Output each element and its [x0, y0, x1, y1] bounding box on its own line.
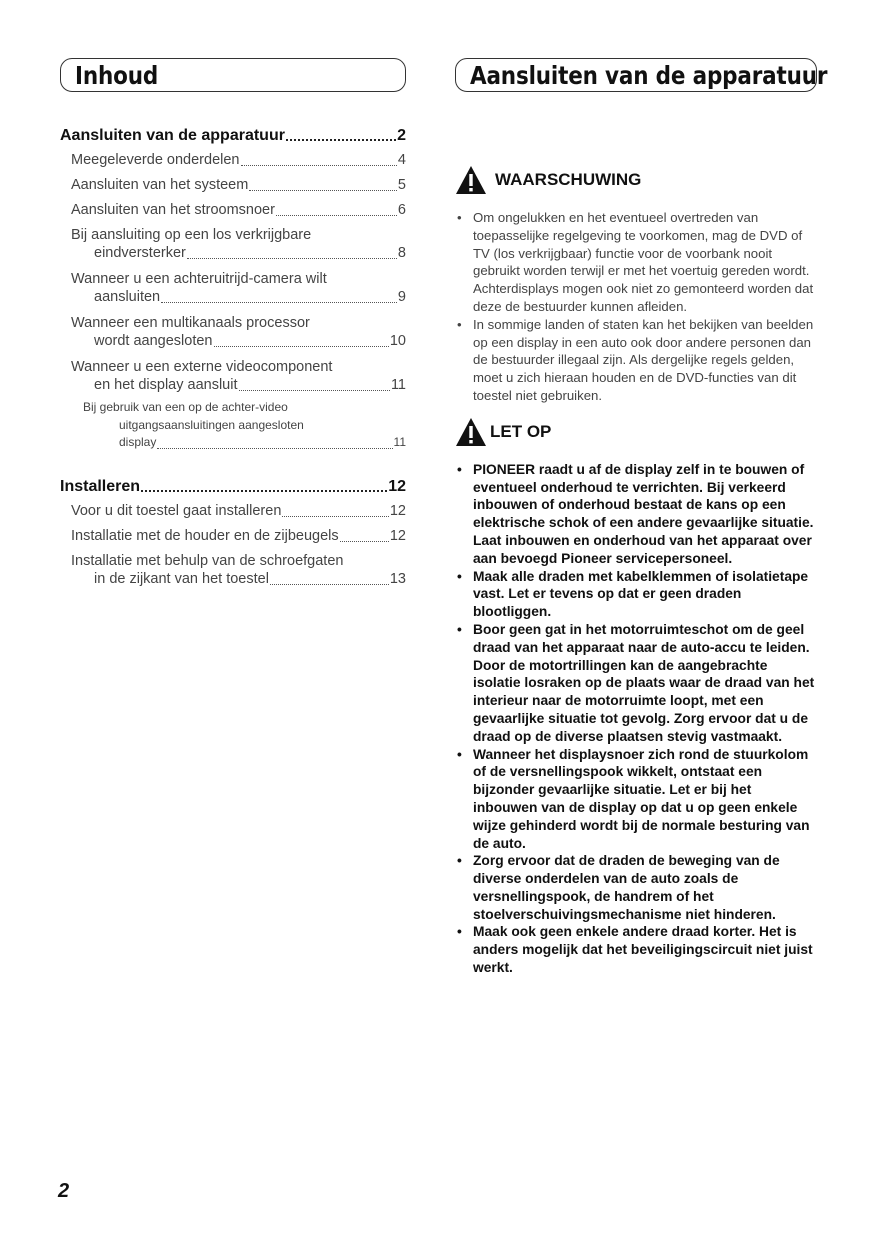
caution-heading [455, 417, 817, 447]
dot-leader [241, 164, 397, 166]
warning-item: • Om ongelukken en het eventueel overtreden van toepasselijke regelgeving te voorkomen, mag de DVD of TV (los verkrijgbaar) functie voor de voorbank nooit gebruikt worden terwijl er met het voertuig gereden wordt. Achterdisplays mogen ook niet zo gemonteerd worden dat deze de bestuurder kunnen afleiden. [455, 209, 817, 316]
dot-leader [187, 257, 397, 259]
toc-entry-page: 4 [397, 152, 406, 168]
caution-item: • Maak ook geen enkele andere draad korter. Het is anders mogelijk dat het beveiligingscircuit niet juist werkt. [455, 923, 817, 976]
warning-label: WAARSCHUWING [495, 170, 642, 189]
toc-entry-line: Meegeleverde onderdelen [71, 152, 240, 168]
toc-entry-line: Installatie met de houder en de zijbeugels [71, 527, 339, 544]
toc-entry[interactable] [71, 314, 406, 350]
toc-entry-page: 8 [397, 245, 406, 261]
toc-entry-page: 10 [389, 333, 406, 349]
toc-entry-line: Aansluiten van het systeem [71, 177, 249, 193]
caution-label: LET OP [490, 421, 552, 441]
toc-entry[interactable] [71, 552, 406, 588]
section-title: Aansluiten van de apparatuur [470, 60, 828, 90]
toc-entry-page: 12 [389, 502, 406, 519]
toc-entry-line: Installatie met behulp van de schroefgaten [71, 552, 344, 569]
toc-entry[interactable] [71, 201, 406, 219]
toc-entry[interactable] [71, 358, 406, 394]
toc-section-title: Installeren [60, 477, 141, 495]
dot-leader [270, 583, 389, 585]
toc-entry-line: Wanneer u een achteruitrijd-camera wilt [71, 271, 327, 287]
toc-subentry-line: display [119, 435, 157, 449]
toc-subentry-line: Bij gebruik van een op de achter-video [83, 400, 288, 414]
toc-entry-line: aansluiten [94, 289, 161, 305]
dot-leader [276, 214, 397, 216]
warning-heading [455, 164, 817, 196]
toc-entry-page: 13 [389, 570, 406, 587]
toc-entry[interactable] [71, 527, 406, 545]
toc-entry[interactable] [71, 226, 406, 262]
toc-section-heading[interactable] [60, 478, 406, 496]
toc-entry-page: 11 [390, 377, 406, 393]
toc-subentry[interactable] [83, 399, 406, 452]
toc-section-page: 12 [388, 477, 406, 495]
toc-section-title: Aansluiten van de apparatuur [60, 127, 285, 144]
toc-entry-line: Wanneer u een externe videocomponent [71, 359, 333, 375]
dot-leader [239, 389, 390, 391]
toc-entry-line: Wanneer een multikanaals processor [71, 315, 310, 331]
dot-leader [286, 138, 396, 141]
toc-entry-line: wordt aangesloten [94, 333, 213, 349]
toc-section [60, 127, 406, 452]
toc-entry-line: Voor u dit toestel gaat installeren [71, 502, 282, 519]
table-of-contents [60, 58, 406, 588]
dot-leader [161, 301, 397, 303]
caution-item: • PIONEER raadt u af de display zelf in te bouwen of eventueel onderhoud te verrichten. Bij verkeerd inbouwen of onderhoud bestaat de kans op een elektrische schok of een andere gevaarlijke situatie. Laat inbouwen en onderhoud van het apparaat over aan bevoegd Pioneer servicepersoneel. [455, 461, 817, 568]
toc-title: Inhoud [75, 60, 159, 90]
toc-entry-line: Aansluiten van het stroomsnoer [71, 202, 275, 218]
toc-entry-line: Bij aansluiting op een los verkrijgbare [71, 227, 312, 243]
toc-entry[interactable] [71, 270, 406, 306]
toc-subentry-line: uitgangsaansluitingen aangesloten [119, 417, 304, 432]
toc-entry-line: en het display aansluit [94, 377, 238, 393]
caution-list [455, 461, 817, 977]
warning-list [455, 209, 817, 405]
toc-section-page: 2 [397, 127, 406, 144]
toc-title-box [60, 58, 406, 92]
toc-entry[interactable] [71, 176, 406, 194]
toc-section [60, 478, 406, 588]
toc-entry-page: 5 [397, 177, 406, 193]
toc-entry[interactable] [71, 151, 406, 169]
toc-entry-line: in de zijkant van het toestel [94, 570, 269, 587]
dot-leader [141, 489, 387, 492]
toc-subentry-page: 11 [393, 435, 406, 449]
dot-leader [340, 540, 389, 542]
caution-item: • Zorg ervoor dat de draden de beweging van de diverse onderdelen van de auto zoals de versnellingspook, de handrem of het stoelverschuivingsmechanisme niet hinderen. [455, 852, 817, 923]
caution-item: • Maak alle draden met kabelklemmen of isolatietape vast. Let er tevens op dat er geen draden blootliggen. [455, 568, 817, 621]
caution-item: • Wanneer het displaysnoer zich rond de stuurkolom of de versnellingspook wikkelt, ontstaat een bijzonder gevaarlijke situatie. Let er bij het inbouwen van de display op dat u op geen enkele wijze gehinderd wordt bij de normale besturing van de auto. [455, 746, 817, 853]
caution-item: • Boor geen gat in het motorruimteschot om de geel draad van het apparaat naar de auto-accu te leiden. Door de motortrillingen kan de aangebrachte isolatie losraken op de plaats waar de draad van het interieur naar de motorruimte loopt, met een gevaarlijke situatie tot gevolg. Zorg ervoor dat u de draad op de diverse plaatsen stevig vastmaakt. [455, 621, 817, 746]
dot-leader [249, 189, 397, 191]
caution-triangle-icon [455, 417, 487, 447]
dot-leader [282, 515, 388, 517]
dot-leader [214, 345, 389, 347]
warning-triangle-icon [455, 165, 487, 195]
toc-section-heading[interactable] [60, 127, 406, 145]
content-column [455, 58, 828, 977]
toc-entry-page: 9 [397, 289, 406, 305]
toc-entry-line: eindversterker [94, 245, 186, 261]
warning-item: • In sommige landen of staten kan het bekijken van beelden op een display in een auto ook door andere personen dan de bestuurder illegaal zijn. Als dergelijke regels gelden, moet u zich hieraan houden en de DVD-functies van dit toestel niet gebruiken. [455, 316, 817, 405]
section-title-box [455, 58, 828, 92]
page-number: 2 [58, 1180, 70, 1202]
toc-entry-page: 6 [397, 202, 406, 218]
toc-entry[interactable] [71, 502, 406, 520]
dot-leader [157, 447, 392, 449]
toc-entry-page: 12 [389, 527, 406, 544]
